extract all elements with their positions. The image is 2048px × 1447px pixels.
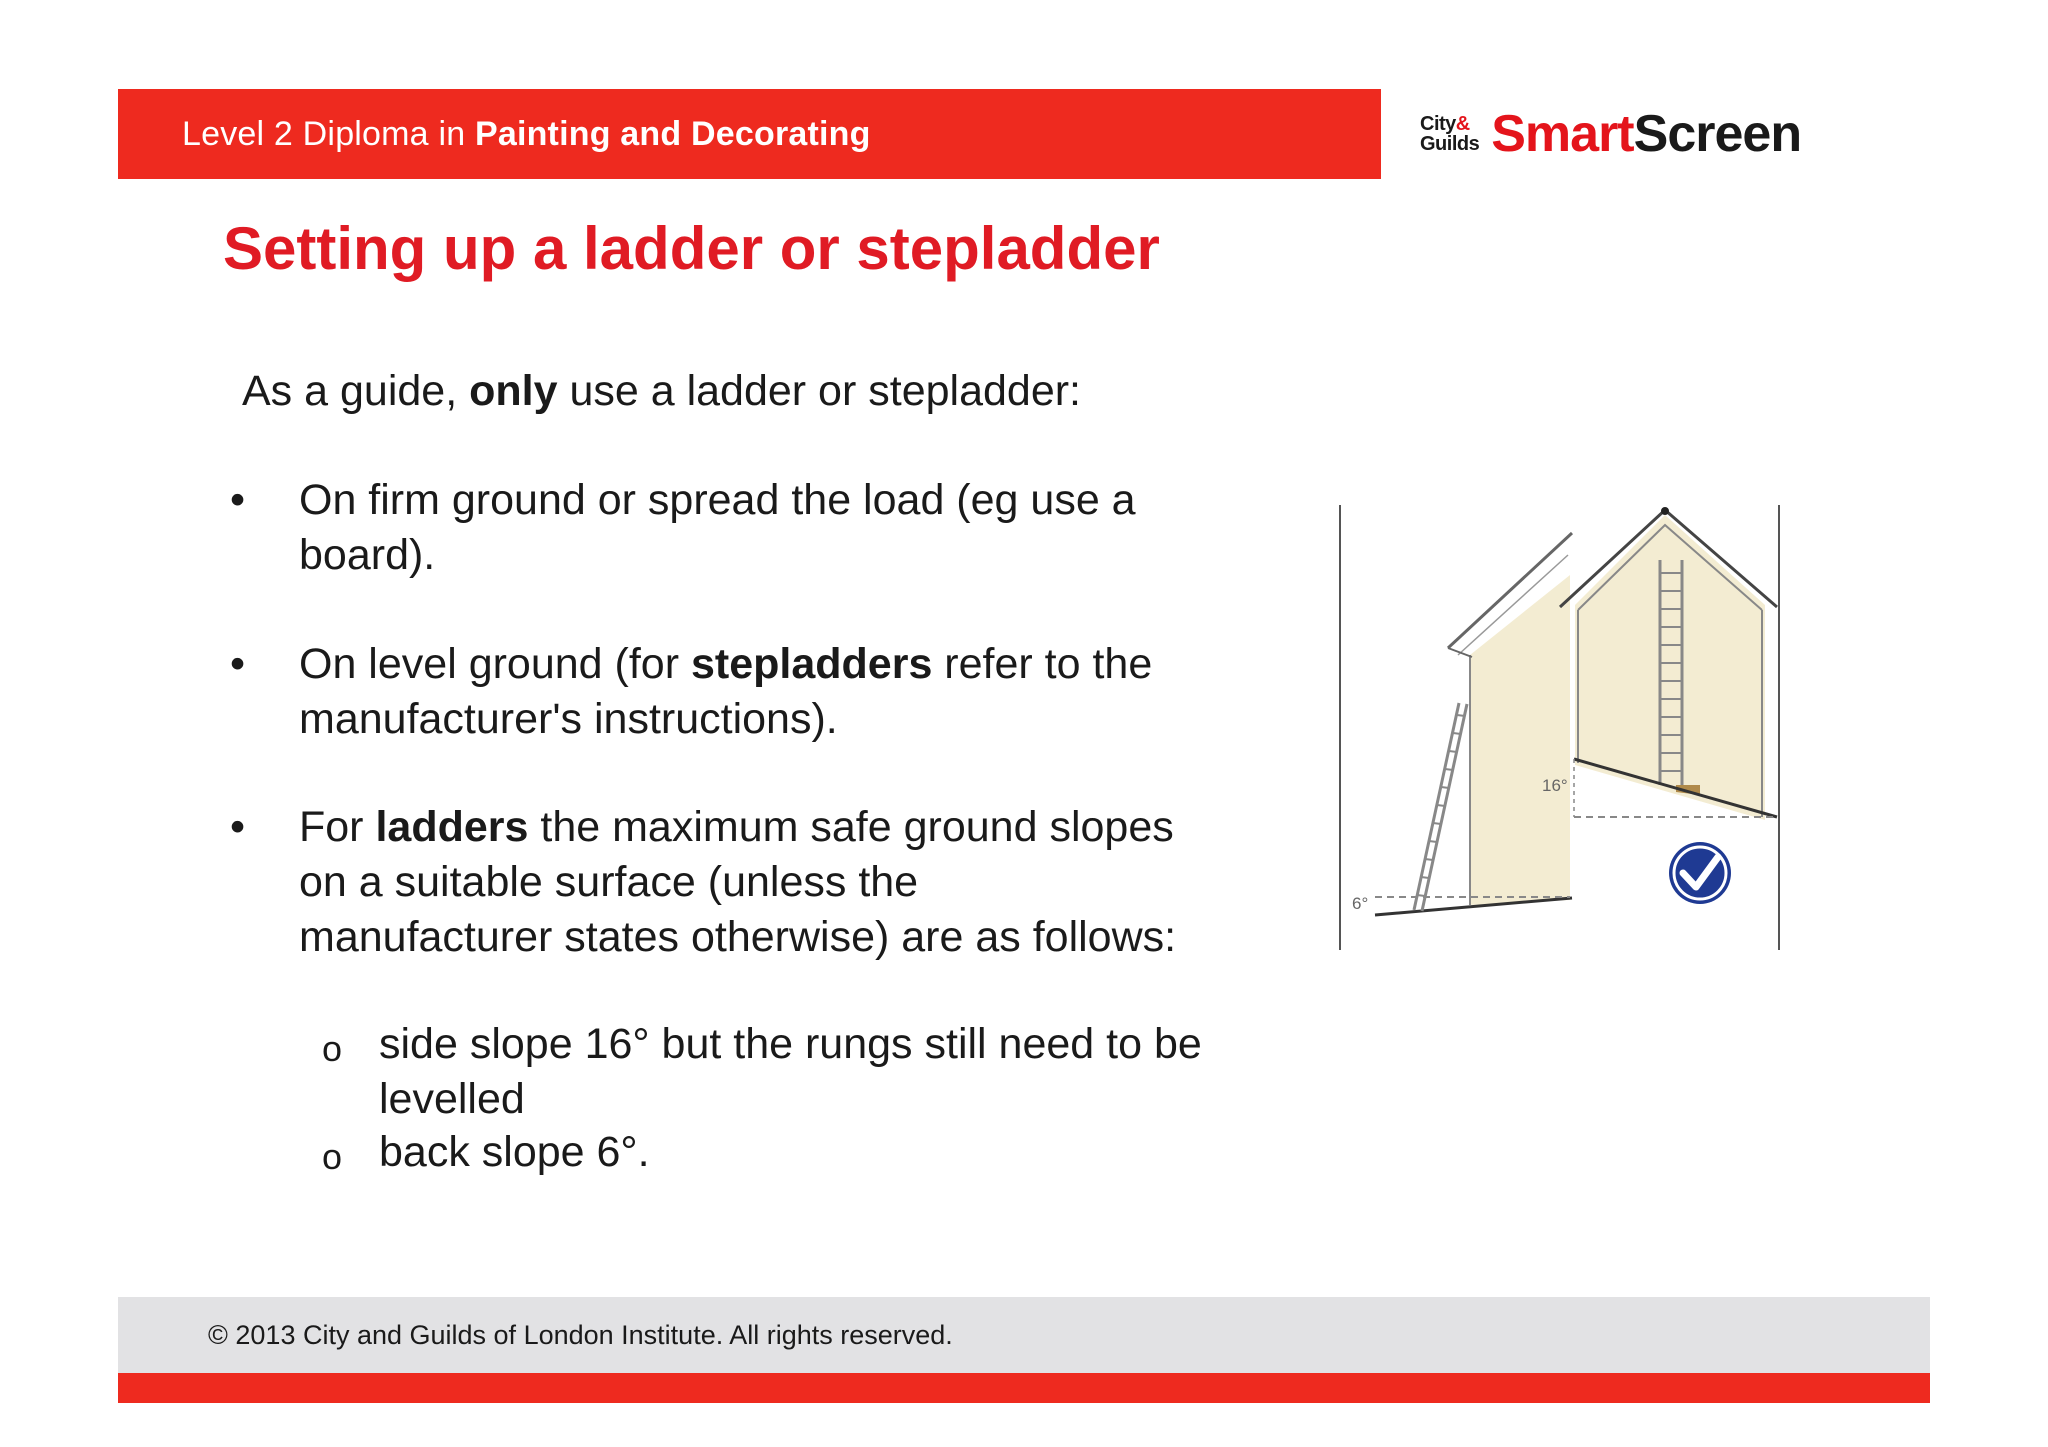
bullet-text-bold: ladders: [375, 803, 529, 851]
bullet-marker: •: [230, 803, 246, 851]
side-view-wall: [1470, 575, 1570, 905]
sub-bullet-text: back slope 6°.: [379, 1128, 650, 1176]
intro-line: [242, 364, 1081, 419]
bullet-text-before: On level ground (for: [299, 640, 691, 688]
roof-apex: [1661, 507, 1669, 515]
bullet-text: [299, 800, 1179, 965]
course-name: Painting and Decorating: [474, 114, 871, 153]
footer-bar: [118, 1297, 1930, 1373]
bullet-text-before: For: [299, 803, 376, 851]
footer-red-stripe: [118, 1373, 1930, 1403]
logo-amp: &: [1455, 113, 1470, 135]
logo-screen: Screen: [1633, 105, 1802, 163]
intro-bold: only: [469, 367, 558, 415]
side-view-eave: [1448, 648, 1472, 657]
sub-bullet-text: side slope 16° but the rungs still need to be levelled: [379, 1020, 1202, 1123]
back-angle-label: 6°: [1352, 894, 1369, 913]
side-angle-label: 16°: [1542, 776, 1568, 795]
bullet-text: On firm ground or spread the load (eg use a board).: [299, 476, 1136, 579]
leaning-ladder-rail-right: [1422, 704, 1467, 911]
slide-title: Setting up a ladder or stepladder: [223, 215, 1160, 282]
bullet-text-after: the maximum safe ground slopes on a suitable surface (unless the manufacturer states otherwise) are as follows:: [299, 803, 1177, 961]
intro-after: use a ladder or stepladder:: [557, 367, 1081, 415]
bullet-marker: •: [230, 476, 246, 524]
sub-bullet-marker: o: [322, 1028, 343, 1069]
leaning-ladder-rail-left: [1414, 703, 1459, 910]
course-prefix: Level 2 Diploma in: [182, 114, 475, 153]
bullet-text-after: refer to the manufacturer's instructions).: [299, 640, 1153, 743]
bullet-marker: •: [230, 640, 246, 688]
check-circle-icon: [1669, 842, 1731, 904]
logo-smart: Smart: [1491, 105, 1634, 163]
copyright-text: © 2013 City and Guilds of London Institute. All rights reserved.: [208, 1319, 953, 1350]
intro-before: As a guide,: [242, 367, 470, 415]
front-view-wall: [1575, 515, 1765, 820]
logo-guilds: Guilds: [1420, 133, 1480, 155]
bullet-text-bold: stepladders: [690, 640, 933, 688]
logo-city: City: [1420, 113, 1456, 135]
ladder-slope-illustration: [1330, 495, 1790, 955]
bullet-text: [299, 637, 1219, 747]
sub-bullet-marker: o: [322, 1136, 343, 1177]
